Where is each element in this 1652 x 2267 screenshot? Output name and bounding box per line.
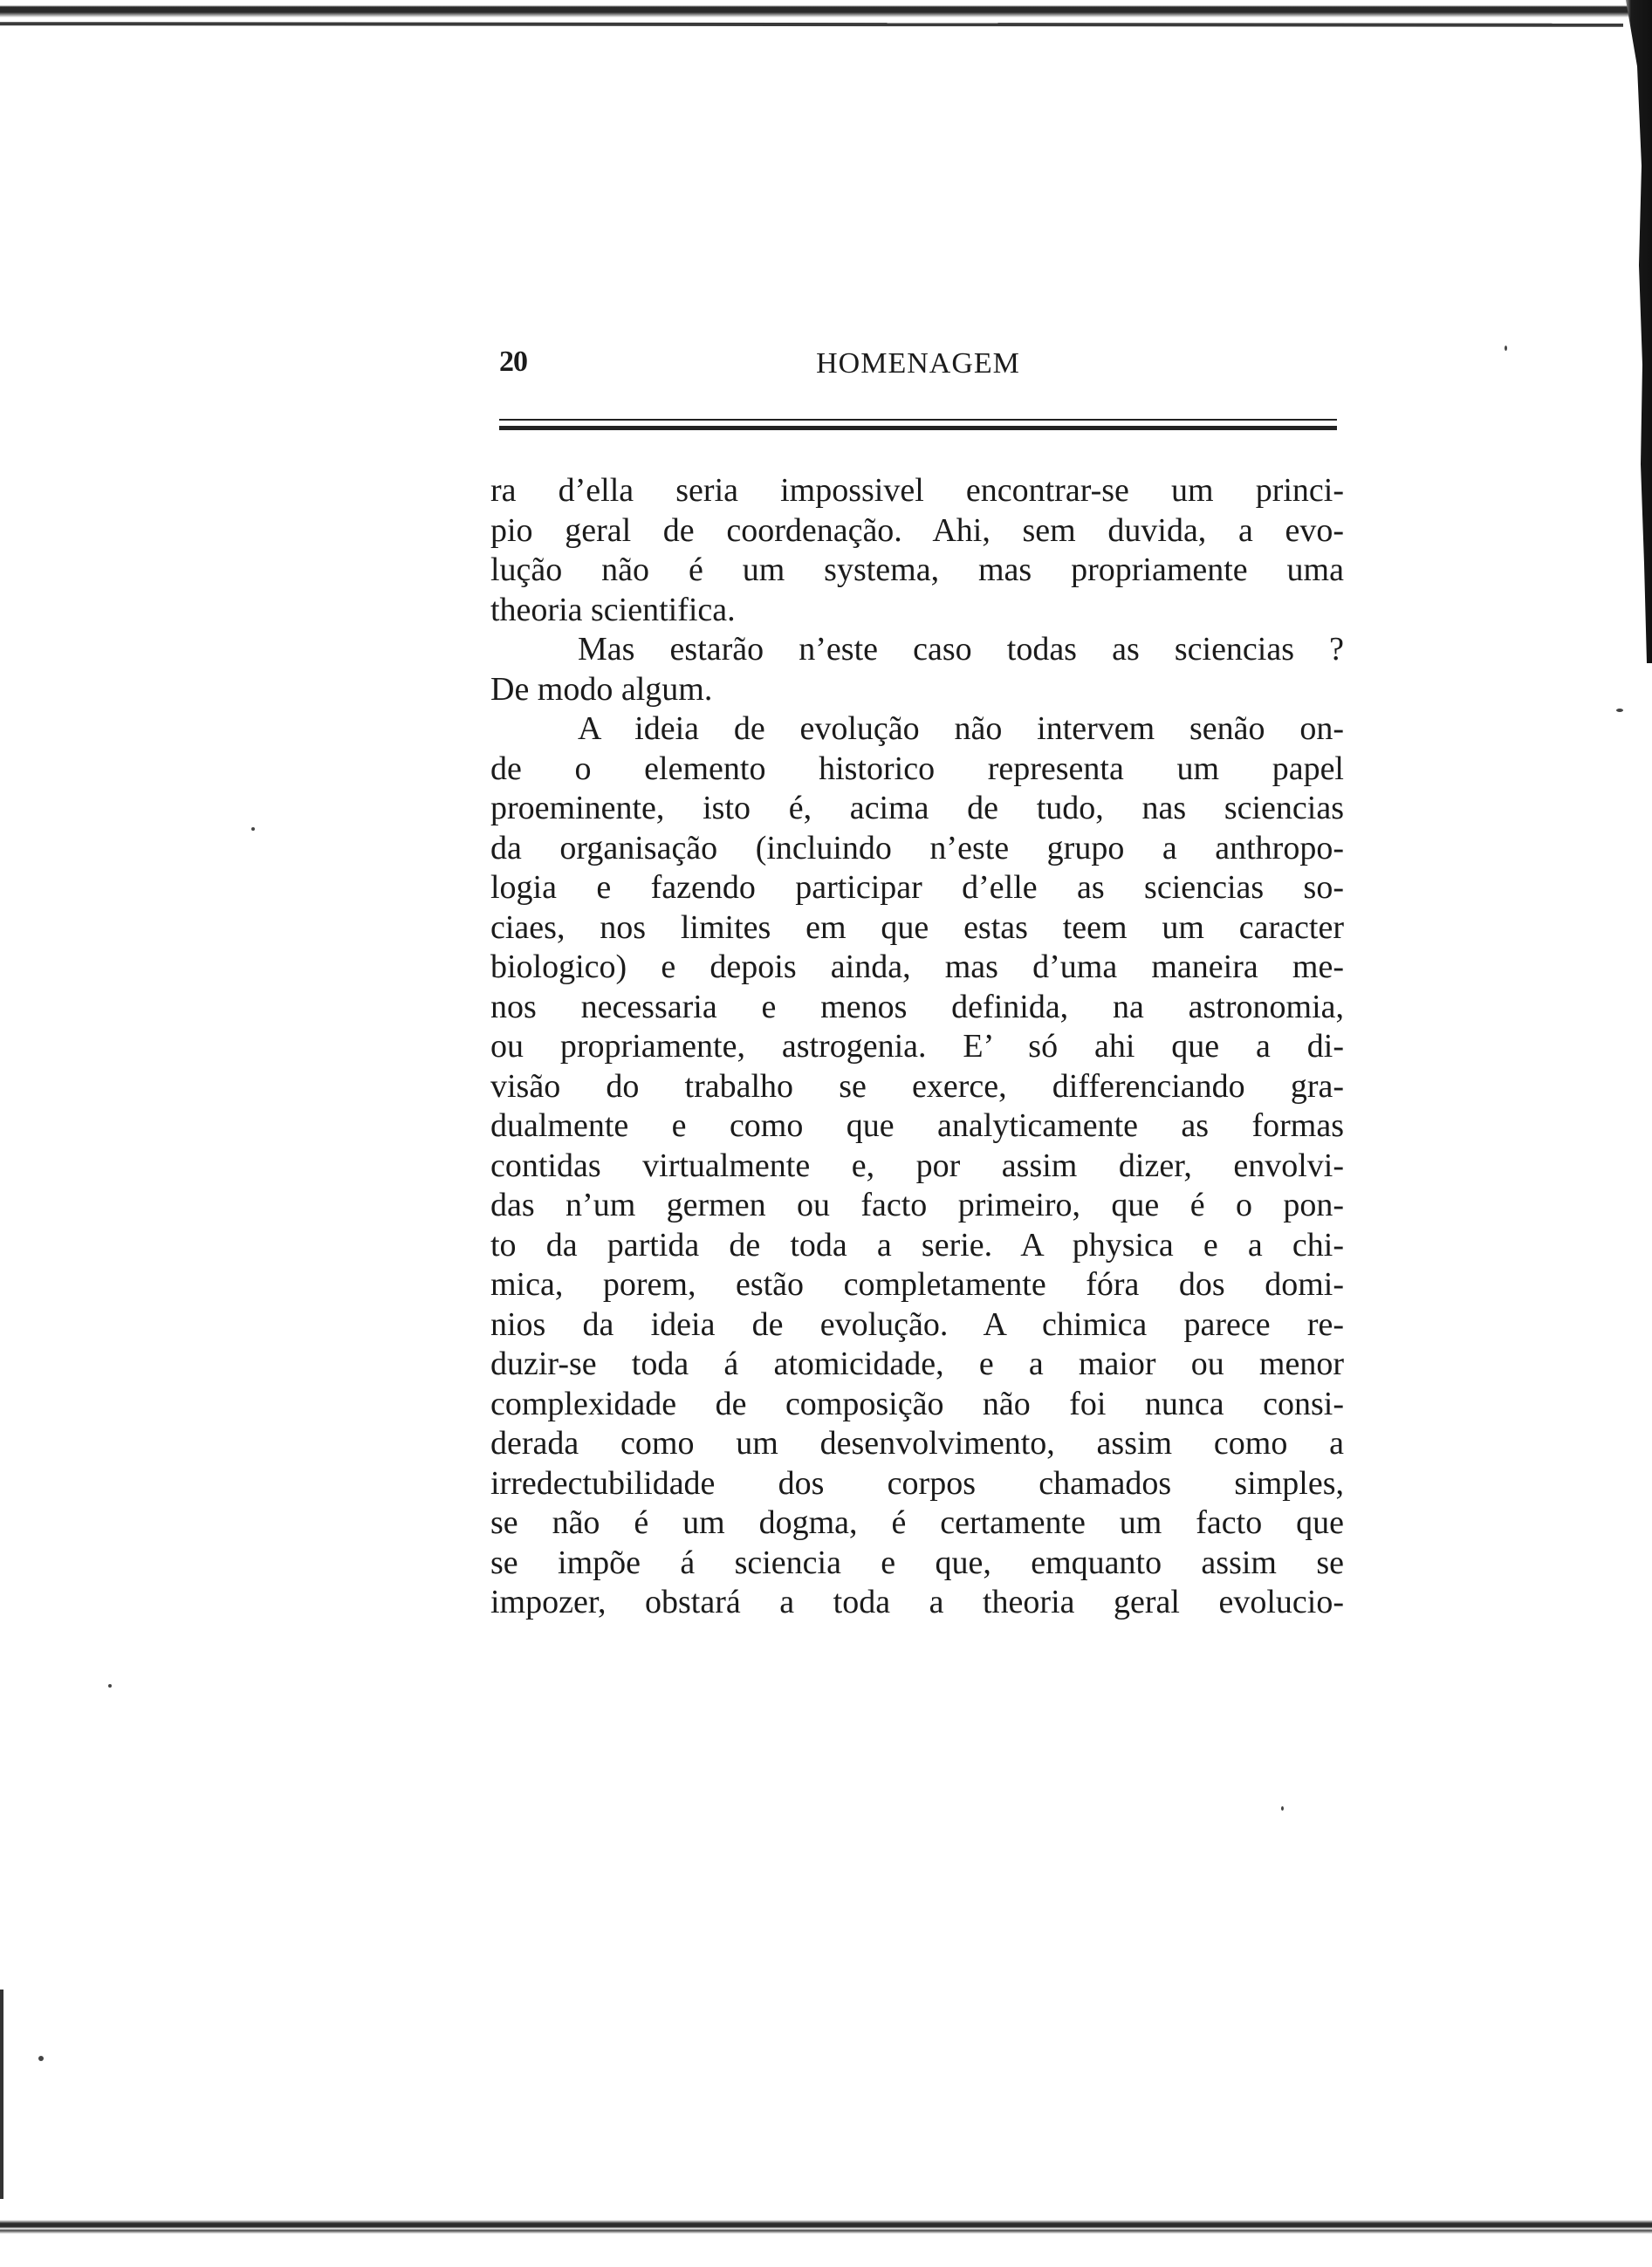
text-line: nios da ideia de evolução. A chimica parece re- [490,1305,1344,1343]
text-line: de o elemento historico representa um papel [490,750,1344,787]
header-rule-thick [499,426,1337,430]
text-line: visão do trabalho se exerce, differenciando gra- [490,1067,1344,1105]
text-line: impozer, obstará a toda a theoria geral evolucio- [490,1584,1344,1620]
text-line: ciaes, nos limites em que estas teem um caracter [490,908,1344,946]
text-line: A ideia de evolução não intervem senão on- [578,710,1344,747]
text-line: De modo algum. [490,670,713,708]
text-line: se impõe á sciencia e que, emquanto assim se [490,1544,1344,1581]
text-line: derada como um desenvolvimento, assim como a [490,1425,1344,1462]
dust-speck [1281,1806,1284,1811]
text-line: das n’um germen ou facto primeiro, que é o pon- [490,1187,1344,1223]
text-line: Mas estarão n’este caso todas as sciencias ? [578,631,1344,668]
text-line: pio geral de coordenação. Ahi, sem duvida, a evo- [490,511,1344,549]
text-line: nos necessaria e menos definida, na astronomia, [490,988,1344,1025]
text-line: contidas virtualmente e, por assim dizer, envolvi- [490,1147,1344,1184]
scan-right-edge [1608,0,1652,663]
text-line: logia e fazendo participar d’elle as sciencias so- [490,869,1344,906]
text-line: mica, porem, estão completamente fóra dos domi- [490,1266,1344,1303]
page-number: 20 [499,346,527,378]
running-head [499,346,1337,389]
text-line: to da partida de toda a serie. A physica e a chi- [490,1226,1344,1264]
text-line: complexidade de composição não foi nunca consi- [490,1385,1344,1422]
scan-top-edge [0,0,1652,24]
scan-top-edge-line [0,22,1623,27]
dust-speck [251,827,255,831]
header-rule-thin [499,419,1337,421]
dust-speck [1505,346,1507,351]
scan-left-mark [0,1990,3,2199]
dust-speck [1616,709,1623,712]
paragraph-2 [490,630,1344,709]
text-line: lução não é um systema, mas propriamente uma [490,551,1344,588]
text-line: da organisação (incluindo n’este grupo a anthropo- [490,829,1344,866]
paragraph-3 [490,709,1344,1623]
dust-speck [108,1684,112,1688]
text-line: biologico) e depois ainda, mas d’uma maneira me- [490,949,1344,985]
dust-speck [38,2056,44,2061]
body-text [490,471,1344,1623]
text-line: ou propriamente, astrogenia. E’ só ahi que a di- [490,1028,1344,1065]
text-line: theoria scientifica. [490,591,736,628]
running-title: HOMENAGEM [816,347,1020,380]
text-line: duzir-se toda á atomicidade, e a maior ou menor [490,1346,1344,1382]
text-line: ra d’ella seria impossivel encontrar-se um princi- [490,472,1344,509]
text-line: proeminente, isto é, acima de tudo, nas sciencias [490,790,1344,826]
text-line: dualmente e como que analyticamente as formas [490,1107,1344,1144]
text-line: se não é um dogma, é certamente um facto que [490,1504,1344,1541]
paragraph-1 [490,471,1344,630]
scan-bottom-edge [0,2220,1652,2234]
text-line: irredectubilidade dos corpos chamados simples, [490,1464,1344,1502]
